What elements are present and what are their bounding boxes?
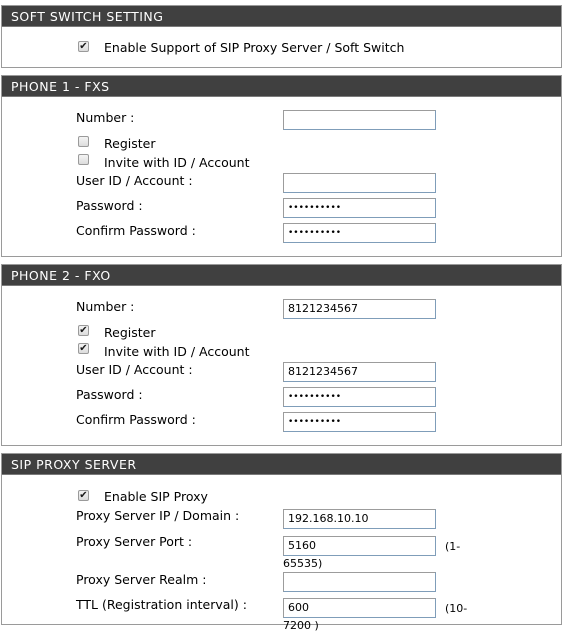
soft-switch-section	[1, 5, 562, 68]
phone2-confirm-input[interactable]: ••••••••••	[283, 412, 436, 432]
phone2-userid-input[interactable]: 8121234567	[283, 362, 436, 382]
phone1-userid-input[interactable]	[283, 173, 436, 193]
phone2-section	[1, 264, 562, 446]
proxy-port-range-hint-cont: 65535)	[283, 557, 323, 570]
proxy-realm-input[interactable]	[283, 572, 436, 592]
phone2-number-label: Number :	[76, 299, 135, 314]
phone2-password-label: Password :	[76, 387, 143, 402]
checkmark-icon: ✔	[79, 490, 88, 501]
phone1-password-label: Password :	[76, 198, 143, 213]
proxy-ip-label: Proxy Server IP / Domain :	[76, 508, 240, 523]
phone2-register-checkbox[interactable]	[78, 325, 89, 336]
phone1-number-label: Number :	[76, 110, 135, 125]
section-header-soft-switch: SOFT SWITCH SETTING	[2, 6, 561, 27]
ttl-label: TTL (Registration interval) :	[76, 597, 247, 612]
phone2-invite-checkbox[interactable]	[78, 343, 89, 354]
phone2-invite-label: Invite with ID / Account	[104, 344, 250, 359]
enable-sip-proxy-label: Enable SIP Proxy	[104, 489, 208, 504]
phone2-password-input[interactable]: ••••••••••	[283, 387, 436, 407]
section-header-phone2: PHONE 2 - FXO	[2, 265, 561, 286]
phone1-number-input[interactable]	[283, 110, 436, 130]
phone1-confirm-input[interactable]: ••••••••••	[283, 223, 436, 243]
section-header-sip-proxy: SIP PROXY SERVER	[2, 454, 561, 475]
phone1-password-input[interactable]: ••••••••••	[283, 198, 436, 218]
phone2-userid-label: User ID / Account :	[76, 362, 193, 377]
ttl-input[interactable]: 600	[283, 598, 436, 618]
proxy-port-range-hint: (1-	[445, 540, 461, 553]
checkmark-icon: ✔	[79, 41, 88, 52]
proxy-port-label: Proxy Server Port :	[76, 534, 193, 549]
phone2-register-label: Register	[104, 325, 156, 340]
phone2-number-input[interactable]: 8121234567	[283, 299, 436, 319]
checkmark-icon: ✔	[79, 343, 88, 354]
phone1-userid-label: User ID / Account :	[76, 173, 193, 188]
phone1-register-label: Register	[104, 136, 156, 151]
phone2-confirm-label: Confirm Password :	[76, 412, 196, 427]
proxy-realm-label: Proxy Server Realm :	[76, 572, 207, 587]
ttl-range-hint-cont: 7200 )	[283, 619, 319, 632]
phone1-section	[1, 75, 562, 257]
phone1-register-checkbox[interactable]	[78, 136, 89, 147]
checkmark-icon: ✔	[79, 325, 88, 336]
enable-soft-switch-checkbox[interactable]	[78, 41, 89, 52]
proxy-ip-input[interactable]: 192.168.10.10	[283, 509, 436, 529]
phone1-invite-label: Invite with ID / Account	[104, 155, 250, 170]
ttl-range-hint: (10-	[445, 602, 468, 615]
enable-soft-switch-label: Enable Support of SIP Proxy Server / Soft Switch	[104, 40, 405, 55]
section-header-phone1: PHONE 1 - FXS	[2, 76, 561, 97]
phone1-confirm-label: Confirm Password :	[76, 223, 196, 238]
sip-proxy-section	[1, 453, 562, 632]
phone1-invite-checkbox[interactable]	[78, 154, 89, 165]
enable-sip-proxy-checkbox[interactable]	[78, 490, 89, 501]
proxy-port-input[interactable]: 5160	[283, 536, 436, 556]
